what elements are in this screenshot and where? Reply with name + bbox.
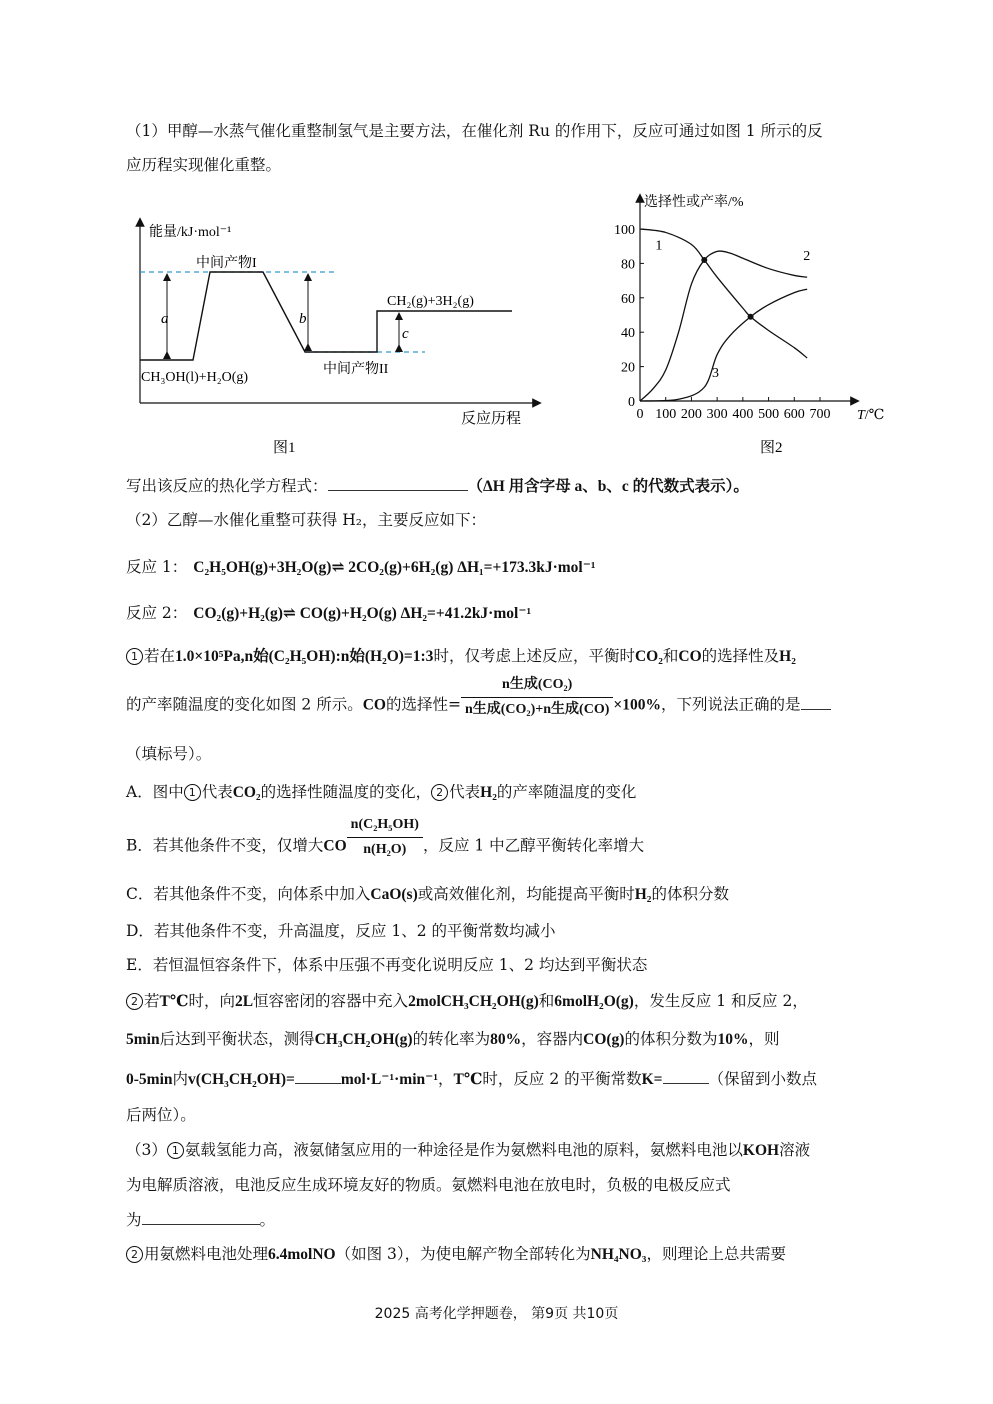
fig2-xtick-label: 700: [809, 407, 831, 422]
fill-label: （填标号）。: [126, 745, 212, 763]
circled-two-icon: 2: [126, 1246, 143, 1263]
q3-line2: 为电解质溶液，电池反应生成环境友好的物质。氨燃料电池在放电时，负极的电极反应式: [126, 1176, 731, 1194]
answer-blank-equation[interactable]: [328, 476, 468, 491]
fig1-label-c: c: [402, 326, 409, 342]
option-a: A．图中 1 代表CO₂的选择性随温度的变化， 2 代表H₂的产率随温度的变化: [126, 783, 637, 801]
fig2-ytick-label: 60: [621, 291, 635, 307]
fig2-ytick-label: 0: [628, 395, 635, 410]
fig2-series-1-line: [640, 229, 807, 358]
reaction-2: 反应 2： CO₂(g)+H₂(g)⇌ CO(g)+H₂O(g) ΔH₂=+41.2kJ·mol⁻¹: [126, 604, 532, 622]
fig2-xtick-label: 100: [655, 407, 677, 422]
fig1-reactant: CH₃OH(l)+H₂O(g): [141, 370, 249, 385]
fig2-caption: 图2: [760, 440, 783, 456]
subq2-line2: 5min后达到平衡状态，测得CH₃CH₂OH(g)的转化率为80%，容器内CO(g)的体积分数为10%，则: [126, 1030, 780, 1048]
fig2-ytick-label: 100: [614, 223, 635, 238]
answer-blank-rate[interactable]: [295, 1069, 341, 1084]
q3-line4: 2 用氨燃料电池处理6.4molNO（如图 3），为使电解产物全部转化为NH₄NO₃，则理论上总共需要: [126, 1243, 786, 1266]
fig2-ytick-label: 80: [621, 257, 635, 273]
subq2-line3: 0-5min内v(CH₃CH₂OH)= mol·L⁻¹·min⁻¹，T℃时，反应 2 的平衡常数K= （保留到小数点: [126, 1070, 818, 1088]
fig2-xtick-label: 0: [636, 407, 644, 422]
page-footer: 2025 高考化学押题卷， 第9页 共10页: [374, 1306, 619, 1322]
selectivity-line: 的产率随温度的变化如图 2 所示。CO的选择性= $\frac{\text{n生成(CO₂)}}{\text{n生成(CO₂)+n生成(CO)}}$ ×100%，下列说法正确的是: [126, 690, 831, 721]
circled-one-icon: 1: [126, 648, 143, 665]
q3-line1: （3） 1 氨载氢能力高，液氨储氢应用的一种途径是作为氨燃料电池的原料，氨燃料电池以KOH溶液: [126, 1141, 811, 1159]
fig1-intermediate1: 中间产物I: [196, 256, 257, 271]
q2-intro: （2）乙醇—水催化重整可获得 H₂，主要反应如下：: [126, 511, 487, 529]
fig2-intersection-point: [701, 257, 707, 263]
reaction-1: 反应 1： C₂H₅OH(g)+3H₂O(g)⇌ 2CO₂(g)+6H₂(g) ΔH₁=+173.3kJ·mol⁻¹: [126, 558, 596, 576]
q1-line1: （1）甲醇—水蒸气催化重整制氢气是主要方法，在催化剂 Ru 的作用下，反应可通过如图 1 所示的反: [126, 122, 823, 140]
figure-1-energy-diagram: [125, 210, 545, 460]
fig2-xtick-label: 600: [783, 407, 805, 422]
fig2-xtick-label: 300: [706, 407, 728, 422]
answer-blank-k[interactable]: [663, 1069, 709, 1084]
subq2-line4: 后两位）。: [126, 1106, 196, 1124]
circled-two-icon: 2: [431, 784, 448, 801]
fig1-xlabel: 反应历程: [461, 411, 522, 427]
fig2-curve-label-2: 2: [803, 248, 811, 264]
answer-blank-choice[interactable]: [801, 695, 831, 710]
option-c: C．若其他条件不变，向体系中加入CaO(s)或高效催化剂，均能提高平衡时H₂的体积分数: [126, 885, 729, 903]
thermo-equation-line: 写出该反应的热化学方程式： （ΔH 用含字母 a、b、c 的代数式表示）。: [126, 477, 749, 495]
q1-line2: 应历程实现催化重整。: [126, 156, 282, 174]
subq1-line: 1 若在1.0×10⁵Pa,n始(C₂H₅OH):n始(H₂O)=1:3时，仅考虑上述反应，平衡时CO₂和CO的选择性及H₂: [126, 645, 796, 668]
fig2-series-2-line: [640, 251, 807, 401]
fig2-curve-label-1: 1: [655, 238, 663, 254]
fig1-label-a: a: [161, 311, 169, 327]
fig1-label-b: b: [299, 311, 307, 327]
subq2-line1: 2 若T℃时，向2L恒容密闭的容器中充入2molCH₃CH₂OH(g)和6molH₂O(g)，发生反应 1 和反应 2，: [126, 990, 808, 1013]
fig2-ylabel: 选择性或产率/%: [644, 195, 744, 210]
fig1-ylabel: 能量/kJ·mol⁻¹: [149, 225, 232, 240]
option-b: B．若其他条件不变，仅增大CO $\frac{\text{n(C₂H₅OH)}}{\text{n(H₂O)}}$ ，反应 1 中乙醇平衡转化率增大: [126, 832, 644, 861]
figure-2-chart: [600, 188, 910, 460]
fig1-intermediate2: 中间产物II: [323, 362, 389, 377]
fig2-ytick-label: 20: [621, 360, 635, 376]
fig2-xtick-label: 200: [680, 407, 702, 422]
fig2-series-3-line: [640, 289, 807, 401]
fig2-ytick-label: 40: [621, 326, 635, 342]
ratio-fraction: $\frac{\text{n(C₂H₅OH)}}{\text{n(H₂O)}}$: [347, 814, 423, 861]
answer-blank-electrode[interactable]: [142, 1210, 260, 1225]
q3-line3: 为 。: [126, 1211, 276, 1229]
circled-two-icon: 2: [126, 993, 143, 1010]
fig2-xtick-label: 500: [758, 407, 780, 422]
fig2-curve-label-3: 3: [712, 365, 719, 381]
fig2-xlabel: T/℃: [857, 408, 885, 423]
option-d: D．若其他条件不变，升高温度，反应 1、2 的平衡常数均减小: [126, 922, 556, 940]
fig2-intersection-point: [748, 314, 754, 320]
circled-one-icon: 1: [184, 784, 201, 801]
fig2-xtick-label: 400: [732, 407, 754, 422]
circled-one-icon: 1: [167, 1142, 184, 1159]
fig1-caption: 图1: [273, 440, 296, 456]
option-e: E．若恒温恒容条件下，体系中压强不再变化说明反应 1、2 均达到平衡状态: [126, 956, 648, 974]
selectivity-fraction: $\frac{\text{n生成(CO₂)}}{\text{n生成(CO₂)+n生成(CO)}}$: [461, 674, 613, 721]
fig1-product: CH₂(g)+3H₂(g): [387, 294, 474, 309]
